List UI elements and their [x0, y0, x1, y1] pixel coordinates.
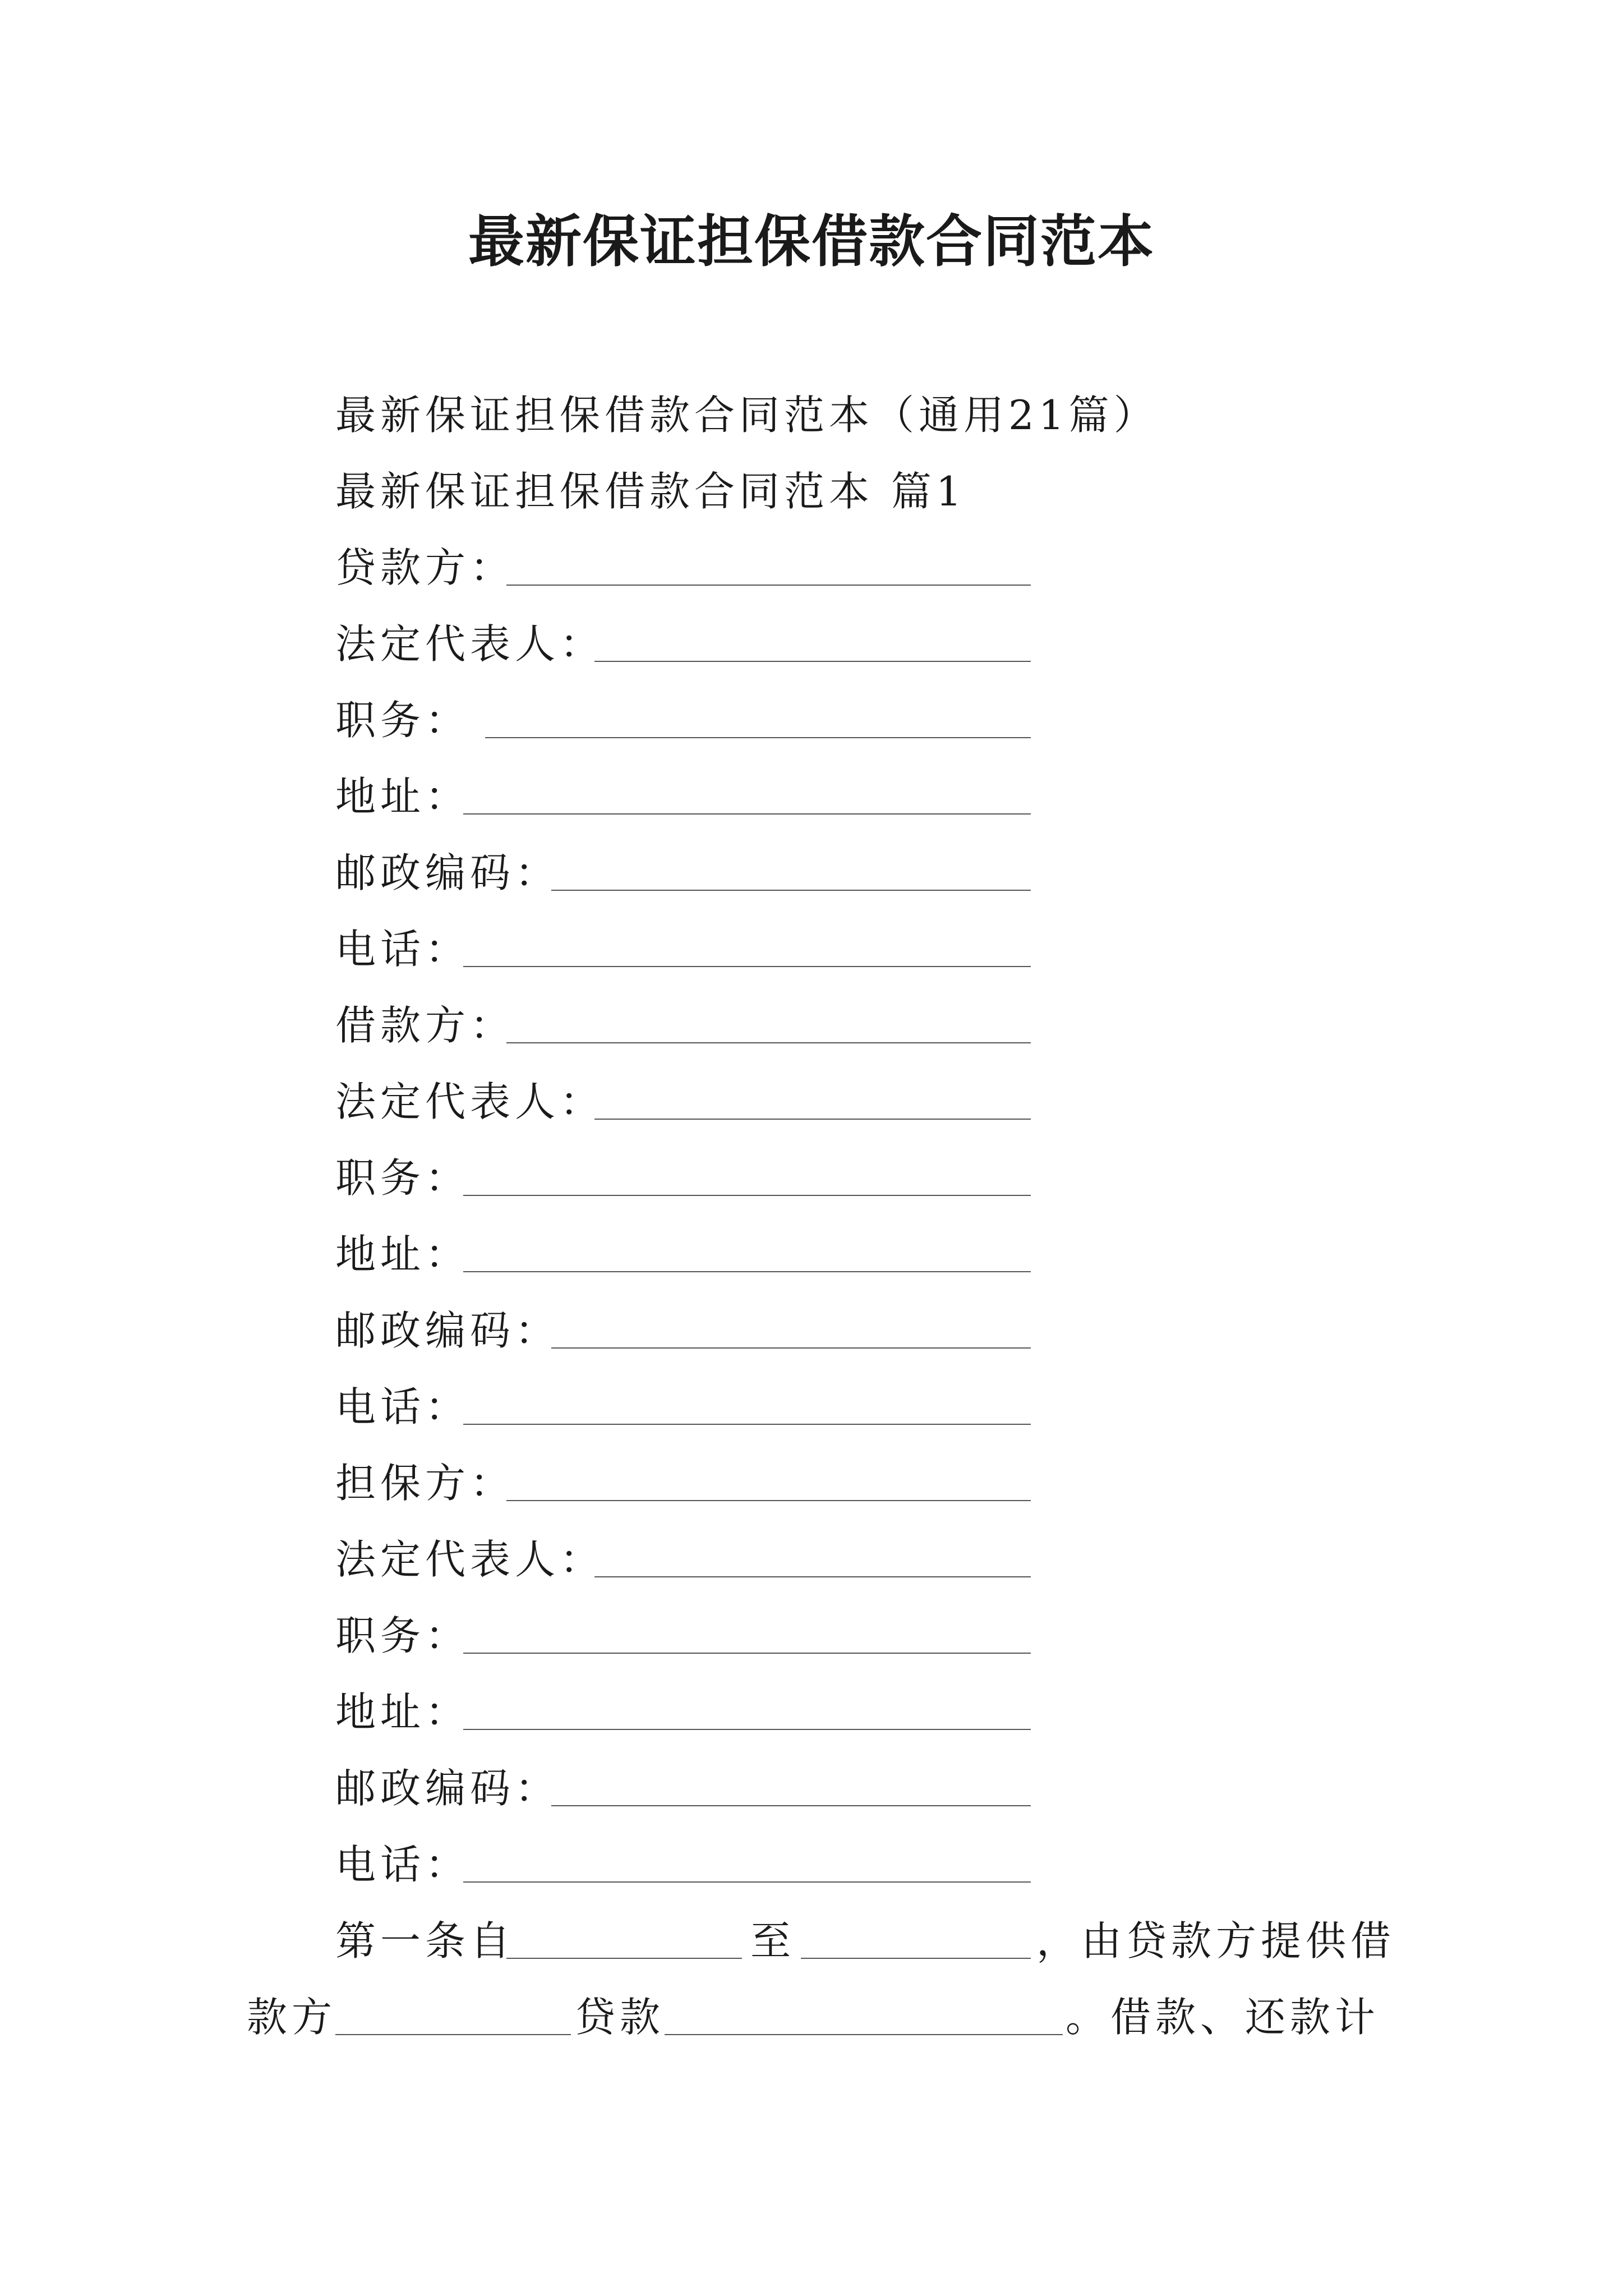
field-label: 职务：: [335, 1154, 471, 1202]
field-label: 职务：: [335, 697, 471, 744]
part-heading: 最新保证担保借款合同范本 篇1: [335, 468, 966, 515]
fill-in-blank[interactable]: [551, 1347, 1031, 1349]
guarantor-phone-field: [335, 1837, 470, 1893]
clause-text: 。借款、还款计: [1066, 1994, 1380, 2041]
fill-in-blank[interactable]: [463, 813, 1031, 815]
guarantor-postcode-field: [335, 1760, 560, 1816]
fill-in-blank[interactable]: [506, 1958, 742, 1959]
field-label: 法定代表人：: [335, 1078, 605, 1125]
document-subtitle: 最新保证担保借款合同范本（通用21篇）: [335, 392, 1159, 439]
field-label: 邮政编码：: [335, 1765, 560, 1812]
borrower-rep-field: [335, 1074, 605, 1130]
borrower-title-field: [335, 1150, 470, 1206]
fill-in-blank[interactable]: [463, 966, 1031, 967]
fill-in-blank[interactable]: [463, 1195, 1031, 1196]
lender-phone-field: [335, 921, 470, 977]
fill-in-blank[interactable]: [485, 737, 1031, 738]
guarantor-field: [335, 1455, 515, 1511]
guarantor-title-field: [335, 1608, 470, 1664]
document-title: 最新保证担保借款合同范本: [468, 208, 1155, 274]
fill-in-blank[interactable]: [506, 1500, 1031, 1501]
lender-title-field: [335, 692, 470, 748]
borrower-address-field: [335, 1226, 470, 1282]
lender-address-field: [335, 769, 470, 825]
lender-postcode-field: [335, 845, 560, 901]
borrower-field: [335, 997, 515, 1053]
fill-in-blank[interactable]: [665, 2034, 1063, 2035]
borrower-postcode-field: [335, 1303, 560, 1359]
field-label: 借款方：: [335, 1002, 515, 1049]
field-label: 贷款方：: [335, 544, 515, 591]
clause-1-line-1: [335, 1913, 1396, 1969]
fill-in-blank[interactable]: [463, 1653, 1031, 1654]
fill-in-blank[interactable]: [335, 2034, 571, 2035]
fill-in-blank[interactable]: [594, 1119, 1031, 1120]
fill-in-blank[interactable]: [506, 585, 1031, 586]
fill-in-blank[interactable]: [551, 890, 1031, 891]
fill-in-blank[interactable]: [594, 661, 1031, 662]
clause-text: 第一条自: [335, 1917, 515, 1964]
fill-in-blank[interactable]: [463, 1424, 1031, 1425]
fill-in-blank[interactable]: [463, 1729, 1031, 1730]
field-label: 邮政编码：: [335, 1307, 560, 1354]
lender-rep-field: [335, 616, 605, 672]
borrower-phone-field: [335, 1379, 470, 1435]
fill-in-blank[interactable]: [463, 1881, 1031, 1883]
field-label: 地址：: [335, 1231, 471, 1278]
guarantor-rep-field: [335, 1531, 605, 1588]
fill-in-blank[interactable]: [801, 1958, 1031, 1959]
field-label: 地址：: [335, 1688, 471, 1736]
field-label: 邮政编码：: [335, 849, 560, 896]
fill-in-blank[interactable]: [506, 1042, 1031, 1043]
field-label: 担保方：: [335, 1460, 515, 1507]
field-label: 电话：: [335, 926, 471, 973]
field-label: 电话：: [335, 1841, 471, 1888]
field-label: 职务：: [335, 1612, 471, 1659]
fill-in-blank[interactable]: [551, 1805, 1031, 1806]
lender-field: [335, 540, 515, 596]
clause-1-line-2: [247, 1989, 1391, 2045]
field-label: 法定代表人：: [335, 620, 605, 668]
field-label: 电话：: [335, 1383, 471, 1430]
clause-text: 款方: [247, 1994, 337, 2041]
field-label: 法定代表人：: [335, 1536, 605, 1583]
fill-in-blank[interactable]: [463, 1271, 1031, 1272]
clause-text: 贷款: [575, 1994, 665, 2041]
guarantor-address-field: [335, 1684, 470, 1740]
clause-text: 至: [750, 1917, 796, 1964]
field-label: 地址：: [335, 773, 471, 820]
fill-in-blank[interactable]: [594, 1576, 1031, 1577]
clause-text: ，由贷款方提供借: [1036, 1917, 1396, 1964]
